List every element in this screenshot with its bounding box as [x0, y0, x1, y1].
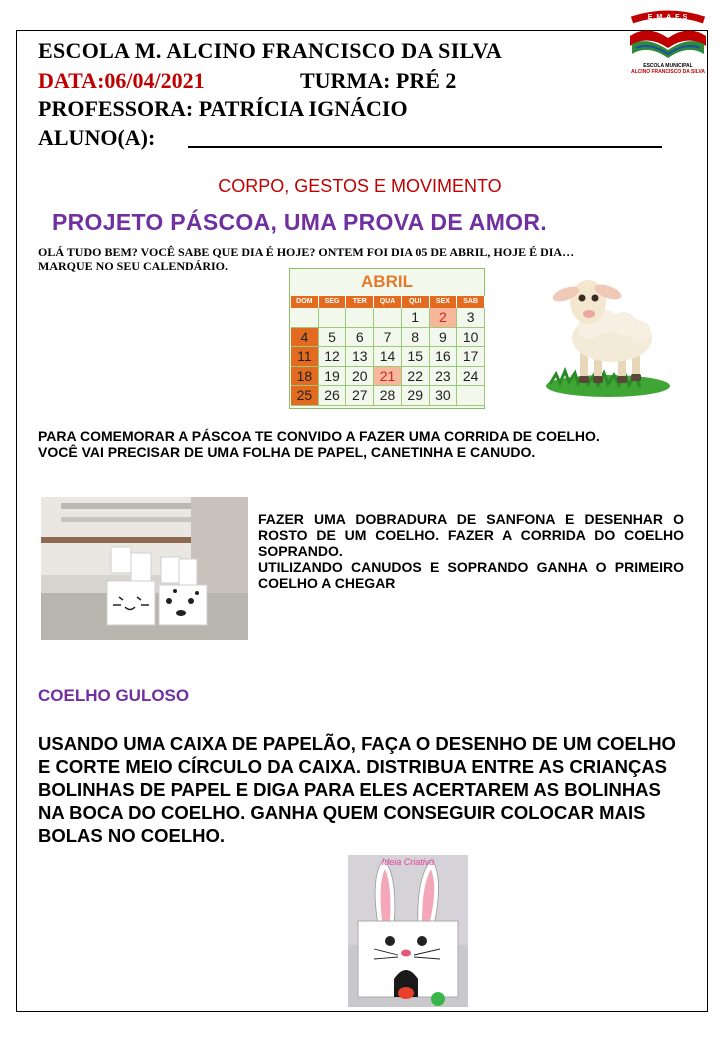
calendar-day[interactable]: 6 [346, 328, 374, 348]
calendar-day[interactable] [319, 308, 347, 328]
calendar-day[interactable]: 8 [402, 328, 430, 348]
school-logo [626, 10, 710, 76]
calendar-grid [291, 296, 485, 406]
calendar-day[interactable]: 15 [402, 347, 430, 367]
school-name: ESCOLA M. ALCINO FRANCISCO DA SILVA [38, 38, 503, 63]
bunny-box-photo [348, 855, 468, 1007]
calendar-day[interactable]: 7 [374, 328, 402, 348]
activity2-text: USANDO UMA CAIXA DE PAPELÃO, FAÇA O DESENHO DE UM COELHO E CORTE MEIO CÍRCULO DA CAIXA. DISTRIBUA ENTRE AS CRIANÇAS BOLINHAS DE PAPEL E DIGA PARA ELES ACERTAREM AS BOLINHAS NA BOCA DO COELHO. GANHA QUEM CONSEGUIR COLOCAR MAIS BOLAS NO COELHO. [38, 733, 676, 846]
logo-acronym: E.M.A.F.S [647, 14, 689, 21]
calendar-day[interactable]: 28 [374, 386, 402, 406]
section-title: CORPO, GESTOS E MOVIMENTO [218, 176, 502, 196]
calendar-day[interactable]: 14 [374, 347, 402, 367]
calendar-day[interactable]: 22 [402, 367, 430, 387]
student-name-line[interactable] [188, 146, 662, 148]
calendar-weekday: SAB [457, 296, 485, 308]
calendar-day[interactable] [291, 308, 319, 328]
calendar-day[interactable] [374, 308, 402, 328]
activity1-steps-line2: UTILIZANDO CANUDOS E SOPRANDO GANHA O PRIMEIRO COELHO A CHEGAR [258, 559, 684, 591]
calendar-day[interactable]: 5 [319, 328, 347, 348]
calendar-day[interactable]: 25 [291, 386, 319, 406]
calendar-day[interactable]: 1 [402, 308, 430, 328]
calendar-day[interactable]: 18 [291, 367, 319, 387]
calendar-month: ABRIL [361, 272, 413, 291]
calendar-day[interactable]: 27 [346, 386, 374, 406]
calendar-day[interactable]: 10 [457, 328, 485, 348]
calendar-day[interactable]: 2 [430, 308, 458, 328]
activity1-steps-line1: FAZER UMA DOBRADURA DE SANFONA E DESENHAR O ROSTO DE UM COELHO. FAZER A CORRIDA DO COELHO SOPRANDO. [258, 511, 684, 559]
calendar-weekday: SEX [430, 296, 458, 308]
paper-bunnies-photo [41, 497, 248, 640]
calendar-day[interactable]: 17 [457, 347, 485, 367]
calendar-day[interactable]: 16 [430, 347, 458, 367]
intro-line2: MARQUE NO SEU CALENDÁRIO. [38, 259, 229, 273]
activity1-line2: VOCÊ VAI PRECISAR DE UMA FOLHA DE PAPEL, CANETINHA E CANUDO. [38, 444, 536, 460]
activity2-title: COELHO GULOSO [38, 686, 190, 705]
calendar-day[interactable]: 29 [402, 386, 430, 406]
calendar-day[interactable]: 20 [346, 367, 374, 387]
calendar [289, 268, 485, 409]
calendar-day[interactable]: 12 [319, 347, 347, 367]
calendar-day[interactable]: 11 [291, 347, 319, 367]
activity1-steps [258, 511, 684, 591]
calendar-day[interactable]: 4 [291, 328, 319, 348]
calendar-weekday: DOM [291, 296, 319, 308]
calendar-day[interactable] [457, 386, 485, 406]
activity1-line1: PARA COMEMORAR A PÁSCOA TE CONVIDO A FAZER UMA CORRIDA DE COELHO. [38, 428, 600, 444]
date-field: DATA:06/04/2021 [38, 68, 205, 93]
calendar-weekday: SEG [319, 296, 347, 308]
teacher-field: PROFESSORA: PATRÍCIA IGNÁCIO [38, 96, 408, 121]
class-field: TURMA: PRÉ 2 [300, 68, 457, 93]
calendar-day[interactable]: 19 [319, 367, 347, 387]
calendar-day[interactable]: 26 [319, 386, 347, 406]
calendar-weekday: TER [346, 296, 374, 308]
student-label: ALUNO(A): [38, 125, 156, 150]
calendar-day[interactable]: 3 [457, 308, 485, 328]
calendar-weekday: QUA [374, 296, 402, 308]
photo-caption: Ideia Criativa [381, 857, 435, 867]
lamb-illustration [540, 272, 670, 404]
activity1-text [38, 428, 684, 460]
calendar-day[interactable]: 13 [346, 347, 374, 367]
logo-line1: ESCOLA MUNICIPAL [643, 63, 693, 69]
calendar-day[interactable]: 30 [430, 386, 458, 406]
calendar-day[interactable] [346, 308, 374, 328]
calendar-day[interactable]: 24 [457, 367, 485, 387]
calendar-day[interactable]: 9 [430, 328, 458, 348]
logo-line2: ALCINO FRANCISCO DA SILVA [630, 69, 706, 75]
intro-line1: OLÁ TUDO BEM? VOCÊ SABE QUE DIA É HOJE? ONTEM FOI DIA 05 DE ABRIL, HOJE É DIA… [38, 245, 575, 259]
calendar-day[interactable]: 23 [430, 367, 458, 387]
calendar-weekday: QUI [402, 296, 430, 308]
project-title: PROJETO PÁSCOA, UMA PROVA DE AMOR. [52, 209, 547, 235]
calendar-day[interactable]: 21 [374, 367, 402, 387]
